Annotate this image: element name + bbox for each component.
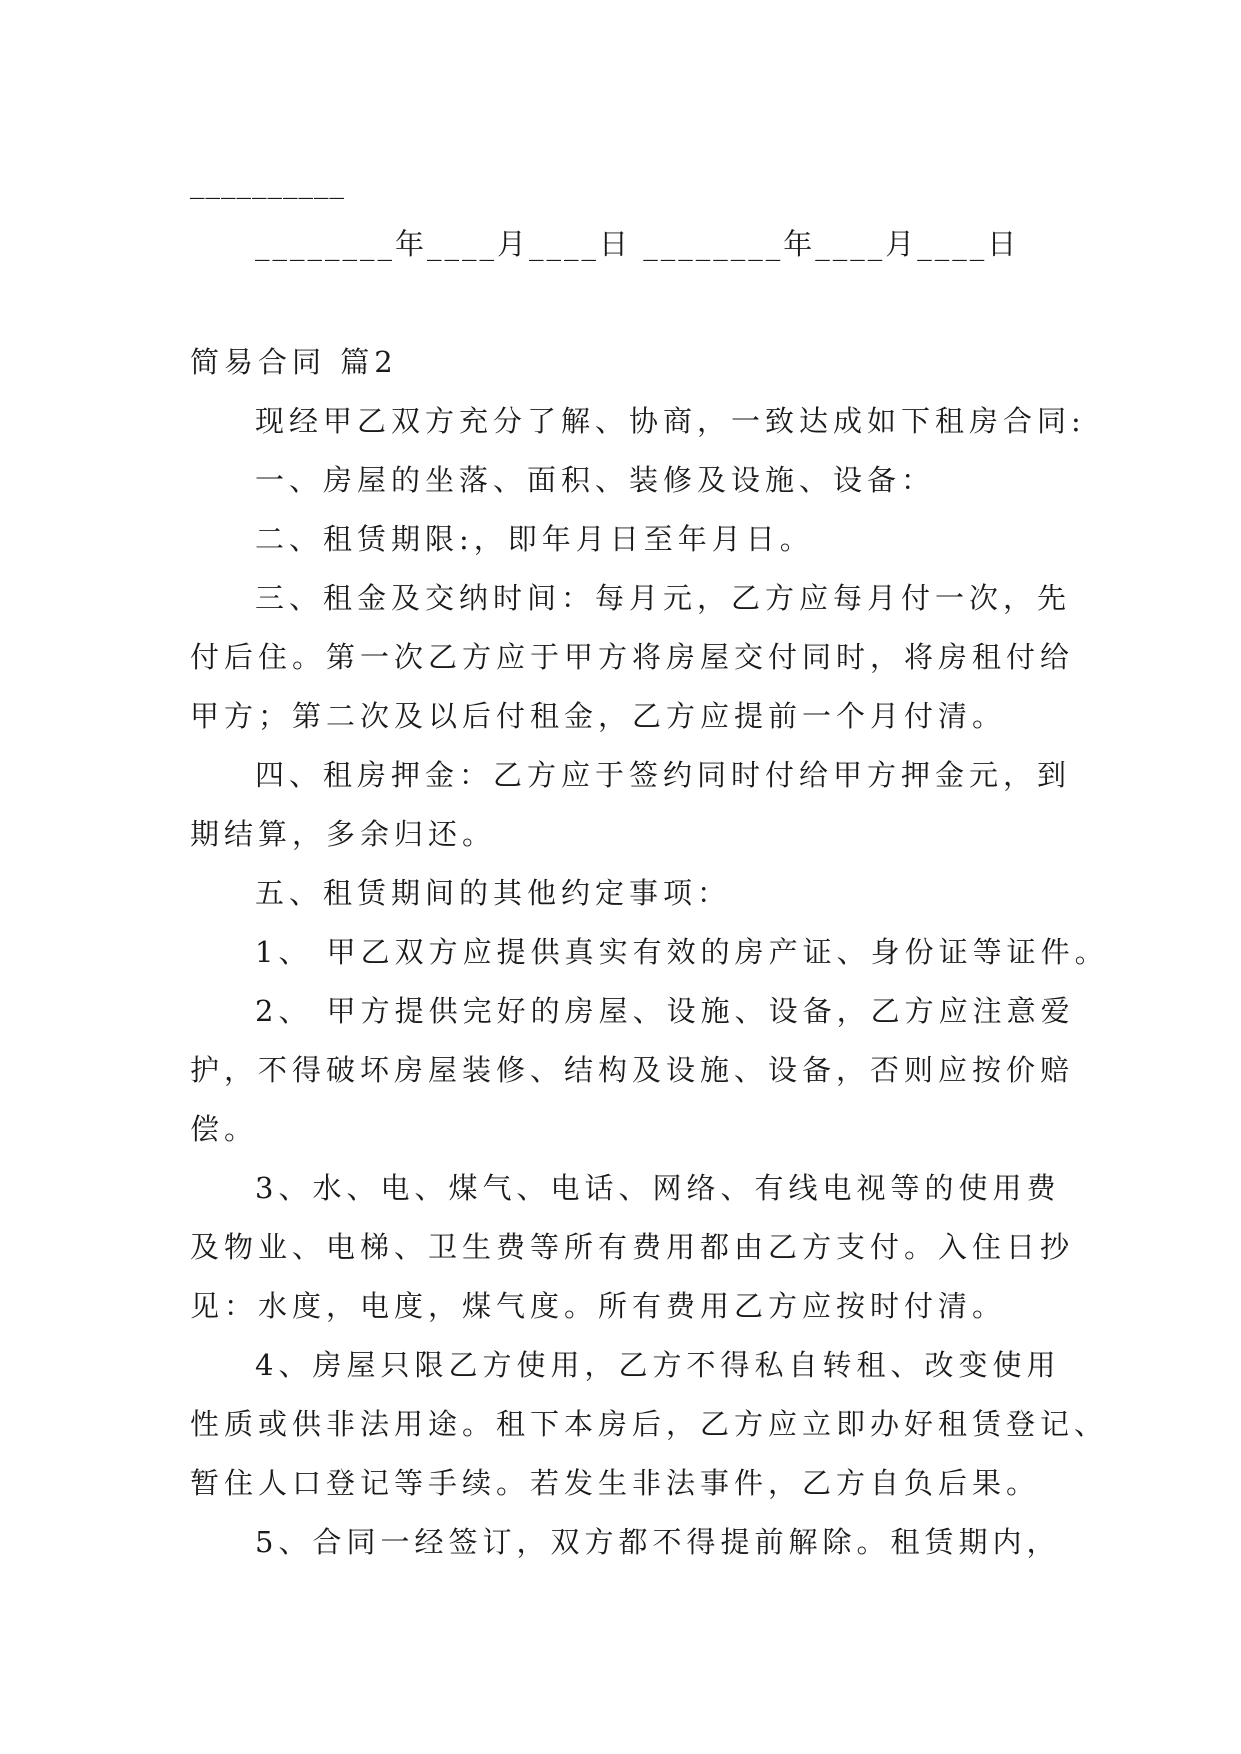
paragraph-line: 暂住人口登记等手续。若发生非法事件，乙方自负后果。 [190, 1466, 1041, 1500]
paragraph-line: 偿。 [190, 1112, 259, 1146]
paragraph-line: 甲方；第二次及以后付租金，乙方应提前一个月付清。 [190, 699, 1007, 733]
paragraph-line: 4、房屋只限乙方使用，乙方不得私自转租、改变使用 [255, 1348, 1061, 1382]
section-title: 简易合同 篇2 [190, 345, 398, 379]
paragraph-line: 四、租房押金：乙方应于签约同时付给甲方押金元，到 [255, 758, 1072, 792]
paragraph-line: 期结算，多余归还。 [190, 817, 497, 851]
paragraph-line: 五、租赁期间的其他约定事项： [255, 876, 732, 910]
paragraph-line: 三、租金及交纳时间：每月元，乙方应每月付一次，先 [255, 581, 1072, 615]
paragraph-line: 3、水、电、煤气、电话、网络、有线电视等的使用费 [255, 1171, 1061, 1205]
paragraph-line: 付后住。第一次乙方应于甲方将房屋交付同时，将房租付给 [190, 640, 1075, 674]
date-blanks-line: ________年____月____日 ________年____月____日 [255, 227, 1020, 261]
paragraph-line: 见：水度，电度，煤气度。所有费用乙方应按时付清。 [190, 1289, 1007, 1323]
paragraph-line: 一、房屋的坐落、面积、装修及设施、设备： [255, 463, 936, 497]
paragraph-line: 性质或供非法用途。租下本房后，乙方应立即办好租赁登记、 [190, 1407, 1109, 1441]
paragraph-line: 现经甲乙双方充分了解、协商，一致达成如下租房合同: [255, 404, 1086, 438]
paragraph-line: 2、 甲方提供完好的房屋、设施、设备，乙方应注意爱 [255, 994, 1075, 1028]
paragraph-line: 5、合同一经签订，双方都不得提前解除。租赁期内， [255, 1525, 1061, 1559]
paragraph-line: 二、租赁期限:，即年月日至年月日。 [255, 522, 814, 556]
paragraph-line: 1、 甲乙双方应提供真实有效的房产证、身份证等证件。 [255, 935, 1109, 969]
signature-blank-line: __________ [190, 165, 345, 199]
paragraph-line: 及物业、电梯、卫生费等所有费用都由乙方支付。入住日抄 [190, 1230, 1075, 1264]
paragraph-line: 护，不得破坏房屋装修、结构及设施、设备，否则应按价赔 [190, 1053, 1075, 1087]
